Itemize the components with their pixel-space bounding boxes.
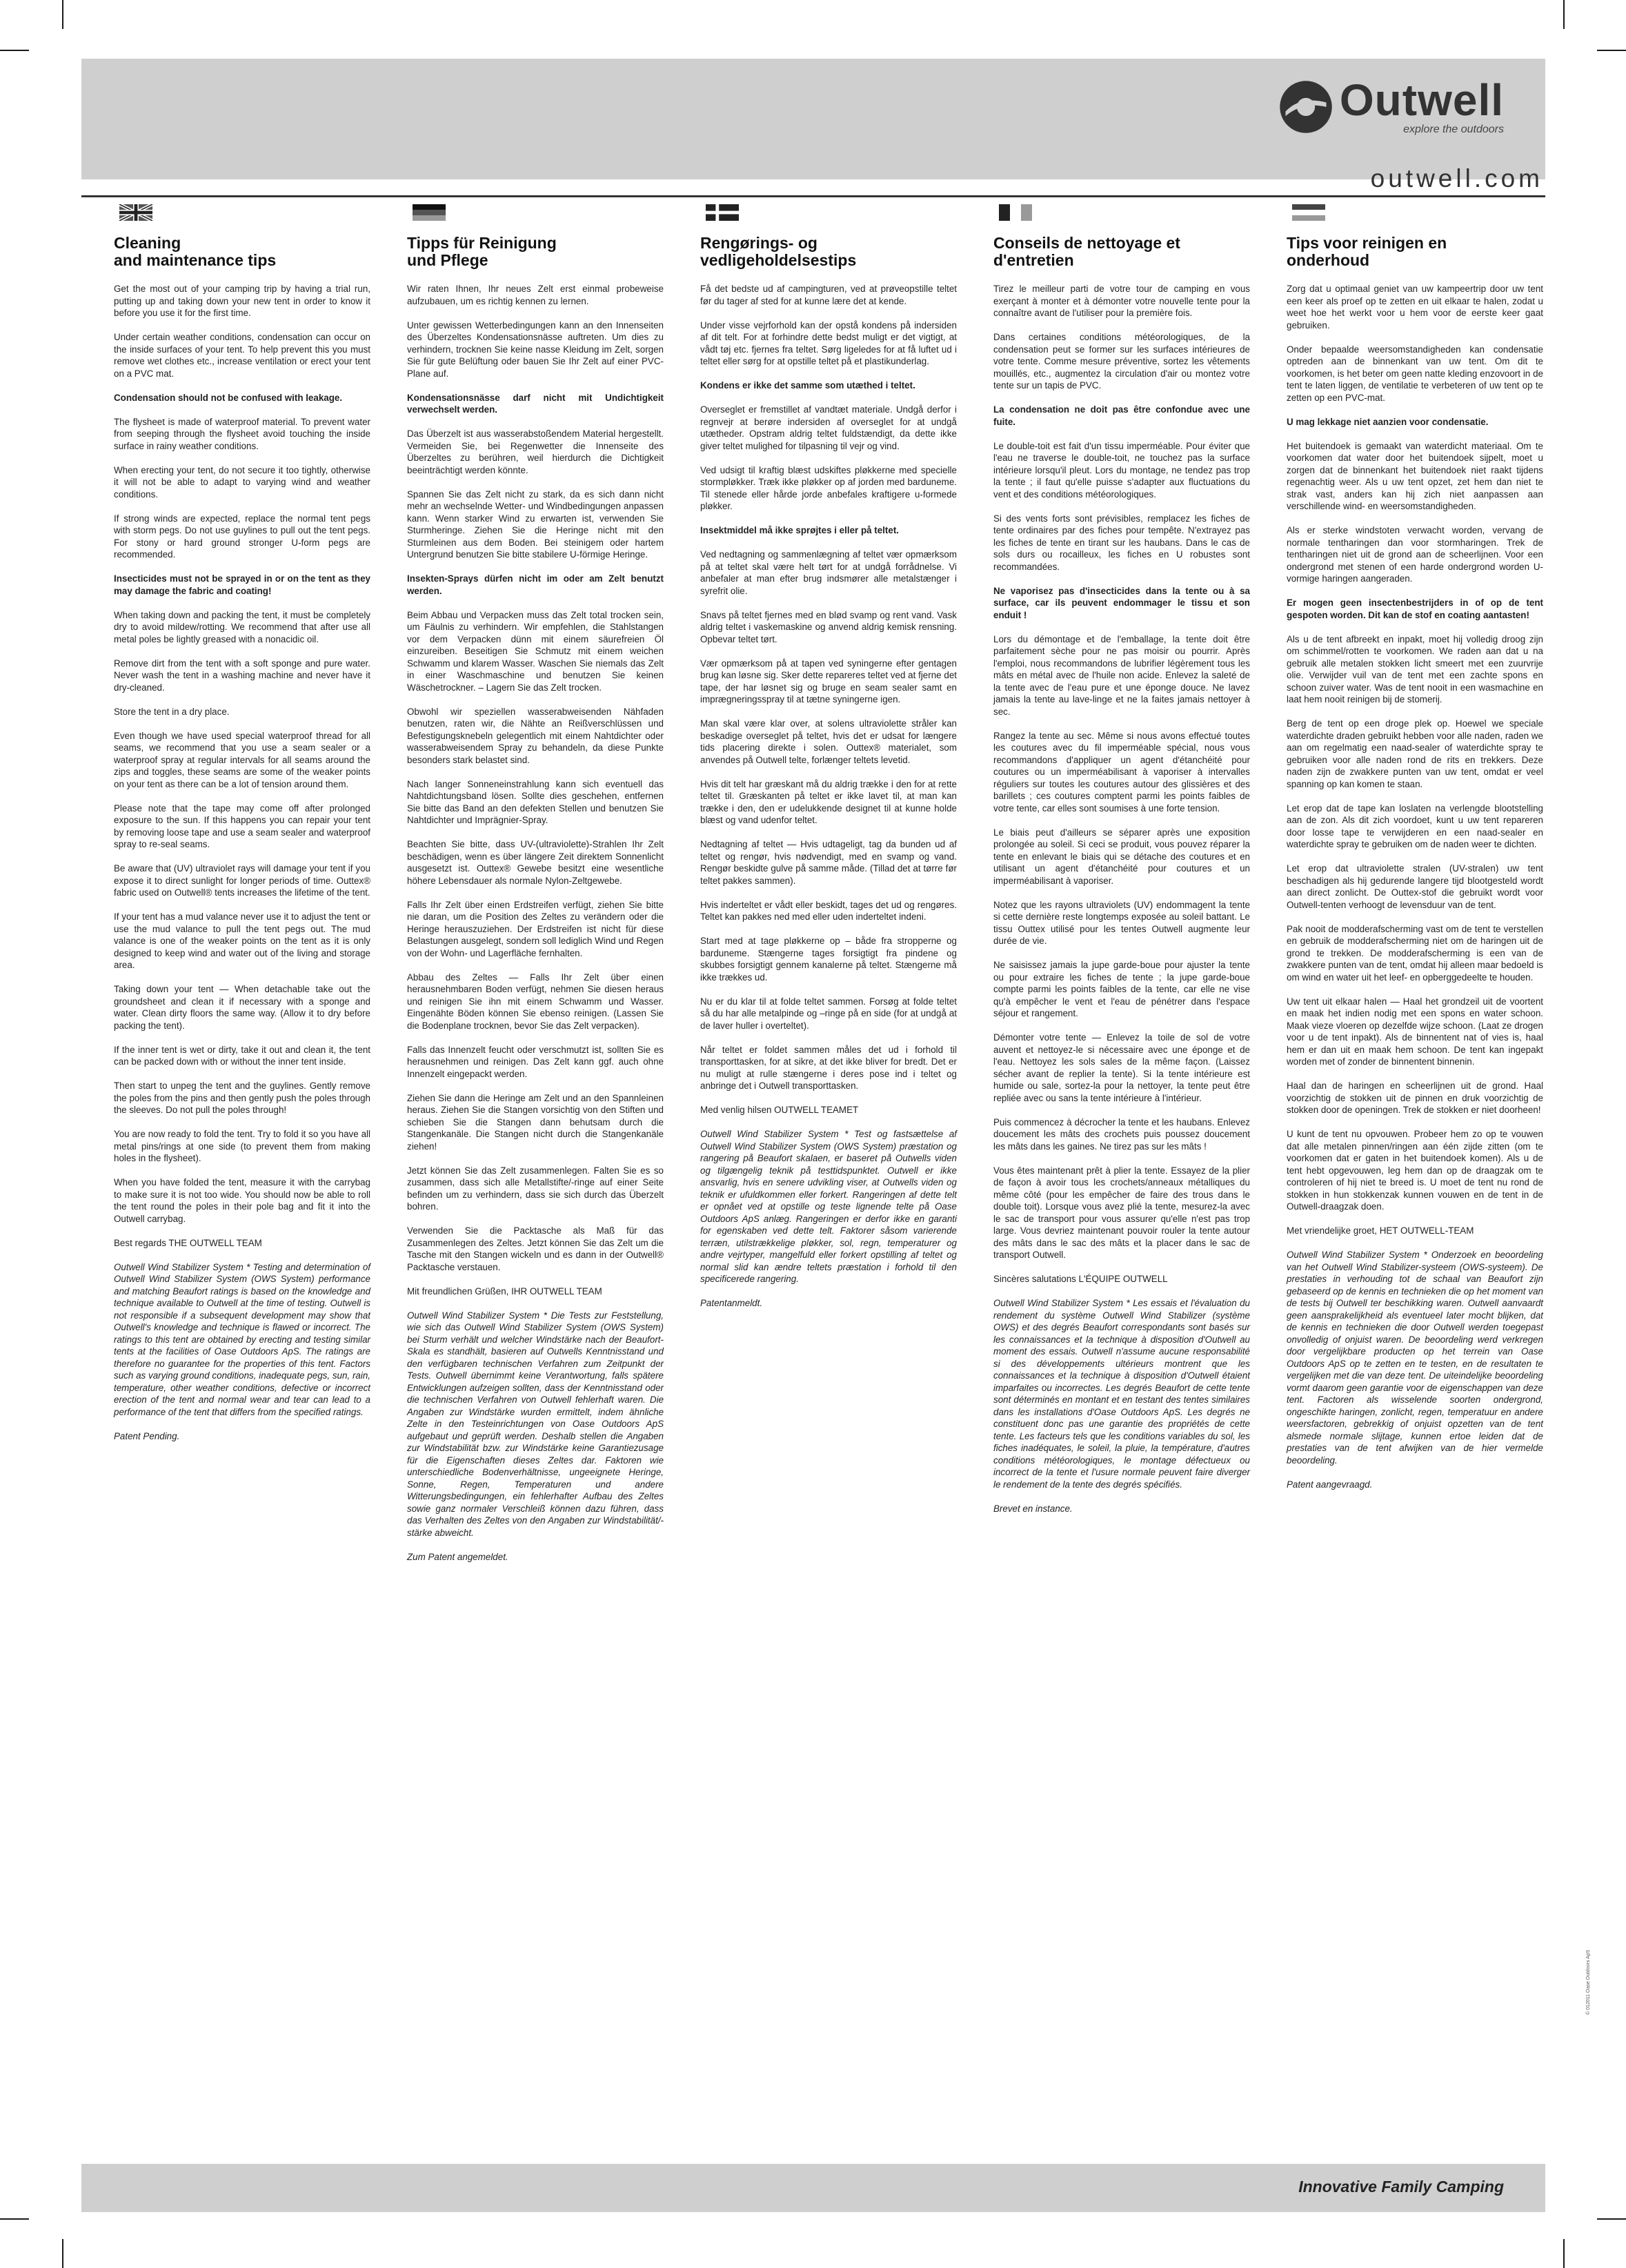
body-paragraph: Let erop dat ultraviolette stralen (UV-stralen) uw tent beschadigen als hij gedurende langere tijd blootgesteld wordt aan direct zonlicht. De Outtex-stof die gebruikt wordt voor Outwell-tenten verhoogt de levensduur van de tent. <box>1287 863 1543 910</box>
body-paragraph: Når teltet er foldet sammen måles det ud i forhold til transporttasken, for at sikre, at det ikke bliver for bredt. Det er nu muligt at rulle stængerne i deres pose ind i teltet og anbringe det i Outwell transporttasken. <box>700 1044 957 1091</box>
crop-mark-bottom-left-h <box>0 2218 29 2220</box>
body-paragraph: Verwenden Sie die Packtasche als Maß für das Zusammenlegen des Zeltes. Jetzt können Sie das Zelt um die Tasche mit den Stangen wickeln und es dann in der Outwell® Packtasche verstauen. <box>407 1225 664 1272</box>
body-paragraph: If the inner tent is wet or dirty, take it out and clean it, the tent can be packed down with or without the inner tent inside. <box>114 1044 370 1067</box>
disclaimer-paragraph: Brevet en instance. <box>993 1503 1073 1514</box>
body-paragraph: Falls Ihr Zelt über einen Erdstreifen verfügt, ziehen Sie bitte nie daran, um die Position des Zeltes zu verändern oder die Heringe herauszuziehen. Der Erdstreifen ist nicht für diese Belastungen ausgelegt, sondern soll lediglich Wind und Regen von der Wohn- und Lagerfläche fernhalten. <box>407 899 664 958</box>
body-paragraph: Snavs på teltet fjernes med en blød svamp og rent vand. Vask aldrig teltet i vaskemaskine og anvend aldrig kemisk rensning. Opbevar teltet tørt. <box>700 609 957 644</box>
website-url: outwell.com <box>1370 164 1543 193</box>
disclaimer-paragraph: Patent Pending. <box>114 1430 180 1441</box>
body-paragraph: Falls das Innenzelt feucht oder verschmutzt ist, sollten Sie es herausnehmen und reinigen. Das Zelt kann ggf. auch ohne Innenzelt eingepackt werden. <box>407 1044 664 1079</box>
section-title <box>993 235 1250 269</box>
body-paragraph: Beim Abbau und Verpacken muss das Zelt total trocken sein, um Fäulnis zu verhindern. Wir empfehlen, die Stahlstangen vor dem Verpacken dünn mit einem säurefreien Öl einzureiben. Beseitigen Sie Schmutz mit einem weichen Schwamm und klarem Wasser. Waschen Sie niemals das Zelt in einer Waschmaschine und benutzen Sie keinen Wäschetrockner. – Lagern Sie das Zelt trocken. <box>407 609 664 693</box>
german-flag-icon <box>407 204 451 221</box>
footer-band <box>81 2164 1545 2212</box>
body-paragraph: Onder bepaalde weersomstandigheden kan condensatie optreden aan de binnenkant van uw tent. Om dit te voorkomen, is het beter om geen natte kleding enzovoort in de tent te laten liggen, de ventilatie te verbeteren of uw tent op te zetten op een PVC-mat. <box>1287 344 1543 403</box>
body-paragraph: Met vriendelijke groet, HET OUTWELL-TEAM <box>1287 1225 1474 1236</box>
body-paragraph: Taking down your tent — When detachable take out the groundsheet and clean it if necessary with a sponge and water. Clean dirty floors the same way. (Allow it to dry before packing the tent). <box>114 984 370 1031</box>
column-french <box>993 204 1250 1527</box>
crop-mark-top-left-h <box>0 50 29 51</box>
crop-mark-top-right-h <box>1597 50 1626 51</box>
brand-tagline: explore the outdoors <box>1403 124 1504 135</box>
warning-paragraph: Er mogen geen insectenbestrijders in of op de tent gespoten worden. Dit kan de stof en coating aantasten! <box>1287 598 1543 620</box>
body-paragraph: Ved udsigt til kraftig blæst udskiftes pløkkerne med specielle stormpløkker. Træk ikke pløkker op af jorden med barduneme. Til stenede eller hårde jorde anbefales kraftigere u-formede pløkker. <box>700 464 957 511</box>
crop-mark-top-right <box>1563 0 1565 29</box>
body-paragraph: Obwohl wir speziellen wasserabweisenden Nähfaden benutzen, raten wir, die Nähte an Reißverschlüssen und Befestigungsknebeln gelegentlich mit einem Nahtdichter oder wasserabweisendem Spray zu behandeln, da diese Punkte besonders stark belastet sind. <box>407 706 664 765</box>
column-danish <box>700 204 957 1321</box>
body-paragraph: Nu er du klar til at folde teltet sammen. Forsøg at folde teltet så du har alle metalpinde og –ringe på en side (for at undgå at de laver huller i overteltet). <box>700 996 957 1031</box>
section-title-line: und Pflege <box>407 251 488 269</box>
body-paragraph: Mit freundlichen Grüßen, IHR OUTWELL TEAM <box>407 1285 602 1296</box>
slogan: Innovative Family Camping <box>1298 2178 1504 2196</box>
section-title <box>700 235 957 269</box>
section-title-line: Cleaning <box>114 234 181 252</box>
disclaimer-paragraph: Zum Patent angemeldet. <box>407 1551 508 1562</box>
body-paragraph: Uw tent uit elkaar halen — Haal het grondzeil uit de voortent en maak het indien nodig met een spons en water schoon. Maak vieze vloeren op dezelfde wijze schoon. (Laat ze drogen voor u de tent inpakt). Als de binnentent nat of vies is, haal hem er dan uit en maak hem schoon. De tent kan ingepakt worden met of zonder de binnentent binnenin. <box>1287 996 1543 1067</box>
crop-mark-bottom-right <box>1563 2239 1565 2268</box>
section-title-line: and maintenance tips <box>114 251 277 269</box>
body-paragraph: Let erop dat de tape kan loslaten na verlengde blootstelling aan de zon. Als dit zich voordoet, kunt u uw tent repareren door losse tape te verwijderen en een naad-sealer en waterdichte spray te gebruiken om de naden weer te dichten. <box>1287 802 1543 849</box>
body-paragraph: When you have folded the tent, measure it with the carrybag to make sure it is not too wide. You should now be able to roll the tent round the poles in their pole bag and fit it into the Outwell carrybag. <box>114 1177 370 1224</box>
body-paragraph: Pak nooit de modderafscherming vast om de tent te verstellen en gebruik de modderafscherming niet om de haringen uit de grond te trekken. De modderafscherming is een van de zwakkere punten van de tent, omdat hij alleen maar bedoeld is om wind en water uit het leef- en opberggedeelte te houden. <box>1287 923 1543 983</box>
body-paragraph: Zorg dat u optimaal geniet van uw kampeertrip door uw tent een keer als proef op te zetten en uit elkaar te halen, zodat u weet hoe het werkt voor u hem voor de eerste keer gaat gebruiken. <box>1287 284 1543 331</box>
body-paragraph: Beachten Sie bitte, dass UV-(ultraviolette)-Strahlen Ihr Zelt beschädigen, wenn es über längere Zeit direktem Sonnenlicht ausgesetzt ist. Outtex® Gewebe besitzt eine wesentliche höhere Lebensdauer als normale Nylon-Zeltgewebe. <box>407 839 664 886</box>
body-paragraph: Hvis inderteltet er vådt eller beskidt, tages det ud og rengøres. Teltet kan pakkes ned med eller uden inderteltet indeni. <box>700 899 957 922</box>
outwell-logo-icon <box>1278 79 1334 135</box>
body-paragraph: Haal dan de haringen en scheerlijnen uit de grond. Haal voorzichtig de stokken uit de pinnen en druk voorzichtig de stokken door de openingen. Trek de stokken er niet doorheen! <box>1287 1081 1543 1115</box>
body-paragraph: Lors du démontage et de l'emballage, la tente doit être parfaitement sèche pour ne pas moisir ou pourrir. Après l'emploi, nous recommandons de lubrifier légèrement tous les mâts en métal avec de l'huile non acide. Enlevez la saleté de la tente avec de l'eau pure et une éponge douce. Ne lavez jamais la tente au lave-linge et ne la faites jamais nettoyer à sec. <box>993 633 1250 717</box>
body-paragraph: U kunt de tent nu opvouwen. Probeer hem zo op te vouwen dat alle metalen pinnen/ringen aan één zijde zitten (om te voorkomen dat er gaten in het buitendoek komen). Als u de tent hebt opgevouwen, leg hem dan op de draagzak om te controleren of hij niet te breed is. U moet de tent nu rond de stokken in hun stokkenzak kunnen vouwen en de tent in de Outwell-draagzak doen. <box>1287 1129 1543 1212</box>
body-paragraph: Be aware that (UV) ultraviolet rays will damage your tent if you expose it to direct sunlight for longer periods of time. Outtex® fabric used on Outwell® tents increases the lifetime of the tent. <box>114 863 370 898</box>
body-paragraph: Best regards THE OUTWELL TEAM <box>114 1237 262 1248</box>
warning-paragraph: Ne vaporisez pas d'insecticides dans la tente ou à sa surface, car ils peuvent endommager le tissu et son enduit ! <box>993 585 1250 620</box>
body-paragraph: Spannen Sie das Zelt nicht zu stark, da es sich dann nicht mehr an wechselnde Wetter- und Windbedingungen anpassen kann. Wenn starker Wind zu erwarten ist, verwenden Sie Sturmheringe. Ziehen Sie die Heringe nicht mit den Sturmleinen aus dem Boden. Bei steinigem oder hartem Untergrund benutzen Sie bitte stabilere U-förmige Heringe. <box>407 489 664 560</box>
body-paragraph: Ved nedtagning og sammenlægning af teltet vær opmærksom på at teltet skal være helt tørt for at undgå forrådnelse. Vi anbefaler at man efter brug indsmører alle metalstænger i syrefrit olie. <box>700 549 957 596</box>
body-paragraph: Man skal være klar over, at solens ultraviolette stråler kan beskadige overseglet på teltet, hvis det er udsat for længere tids placering direkte i solen. Outtex® materialet, som anvendes på Outwell telte, forlænger teltets levetid. <box>700 718 957 765</box>
disclaimer-paragraph: Outwell Wind Stabilizer System * Die Tests zur Feststellung, wie sich das Outwell Wind Stabilizer System (OWS System) bei Sturm verhält und welcher Windstärke nach der Beaufort-Skala es standhält, basieren auf Outwells Kenntnisstand und den verfügbaren technischen Verfahren zum Zeitpunkt der Tests. Outwell übernimmt keine Verantwortung, falls spätere Entwicklungen aufzeigen sollten, dass der Kenntnisstand oder die technischen Verfahren von Outwell fehlerhaft waren. Die Angaben zur Windstärke wurden ermittelt, indem ähnliche Zelte in den Testeinrichtungen von Oase Outdoors ApS aufgebaut und geprüft werden. Deshalb stellen die Angaben zur Windstabilität bzw. zur Windstärke keine Garantiezusage für die Eigenschaften dieses Zeltes dar. Faktoren wie unterschiedliche Bodenverhältnisse, ungeeignete Heringe, Sonne, Regen, Temperaturen und andere Witterungsbedingungen, ein fehlerhafter Aufbau des Zeltes sowie ganz normaler Verschleiß können dazu führen, dass das Verhalten des Zeltes von den Angaben zur Windstabilität/-stärke abweicht. <box>407 1310 664 1538</box>
body-paragraph: Store the tent in a dry place. <box>114 706 230 717</box>
crop-mark-bottom-left <box>62 2239 63 2268</box>
body-paragraph: Si des vents forts sont prévisibles, remplacez les fiches de tente ordinaires par des fiches pour tempête. N'extrayez pas les fiches de tente en tirant sur les haubans. Dans le cas de sols durs ou rocailleux, les fiches en U robustes sont recommandées. <box>993 513 1250 572</box>
warning-paragraph: Insektmiddel må ikke sprøjtes i eller på teltet. <box>700 525 900 535</box>
body-paragraph: Berg de tent op een droge plek op. Hoewel we speciale waterdichte draden gebruikt hebben voor alle naden, raden we aan om regelmatig een naad-sealer of waterdichte spray te gebruiken voor alle naden rond de rits en trekkers. Deze naden zijn de zwakkere punten van uw tent, omdat er veel spanning op kan komen te staan. <box>1287 718 1543 789</box>
body-paragraph: Sincères salutations L'ÉQUIPE OUTWELL <box>993 1274 1168 1284</box>
section-title-line: d'entretien <box>993 251 1074 269</box>
body-paragraph: Abbau des Zeltes — Falls Ihr Zelt über einen herausnehmbaren Boden verfügt, nehmen Sie diesen heraus und reinigen Sie ihn mit einem Schwamm und Wasser. Eingenähte Böden können Sie ebenso reinigen. (Lassen Sie die Bodenplane trocknen, bevor Sie das Zelt verpacken). <box>407 972 664 1031</box>
body-paragraph: Als u de tent afbreekt en inpakt, moet hij volledig droog zijn om schimmel/rotten te voorkomen. We raden aan dat u na gebruik alle metalen stokken licht smeert met een zuurvrije olie. Verwijder vuil van de tent met een zachte spons en schoon zuiver water. Was de tent nooit in een wasmachine en laat hem nooit reinigen bij de stomerij. <box>1287 633 1543 704</box>
disclaimer-paragraph: Outwell Wind Stabilizer System * Les essais et l'évaluation du rendement du système Outwell Wind Stabilizer (système OWS) et des degrés Beaufort correspondants sont basés sur les connaissances et la technique à disposition d'Outwell au moment des essais. Outwell n'assume aucune responsabilité si des développements ultérieurs montrent que les connaissances et la technique à disposition d'Outwell étaient imparfaites ou incorrectes. Les degrés Beaufort de cette tente sont déterminés en montant et en testant des tentes similaires dans les installations d'Oase Outdoors ApS. Les degrés ne constituent donc pas une garantie des propriétés de cette tente. Les facteurs tels que les conditions variables du sol, les fiches inadéquates, le soleil, la pluie, la température, d'autres conditions météorologiques, le montage défectueux ou incorrect de la tente et l'usure normale peuvent faire diverger le rendement de la tente des degrés spécifiés. <box>993 1298 1250 1490</box>
column-dutch <box>1287 204 1543 1503</box>
disclaimer-paragraph: Outwell Wind Stabilizer System * Testing and determination of Outwell Wind Stabilizer System (OWS System) performance and matching Beaufort ratings is based on the knowledge and technique available to Outwell at the time of testing. Outwell is not responsible if a subsequent development may show that Outwell's knowledge and technique is flawed or incorrect. The ratings to this tent are obtained by erecting and testing similar tents at the facilities of Oase Outdoors ApS. The ratings are therefore no guarantee for the properties of this tent. Factors such as varying ground conditions, inadequate pegs, sun, rain, temperature, other weather conditions, defective or incorrect erection of the tent and normal wear and tear can lead to a performance of the tent that differs from the specified ratings. <box>114 1261 370 1417</box>
body-paragraph: If strong winds are expected, replace the normal tent pegs with storm pegs. Do not use guylines to pull out the tent pegs. For stony or hard ground stronger U-form pegs are recommended. <box>114 513 370 560</box>
body-paragraph: Then start to unpeg the tent and the guylines. Gently remove the poles from the pins and then gently push the poles through the sleeves. Do not pull the poles through! <box>114 1081 370 1115</box>
body-paragraph: If your tent has a mud valance never use it to adjust the tent or use the mud valance to pull the tent pegs out. The mud valance is one of the weaker points on the tent as it is only designed to keep wind and water out of the living and storage area. <box>114 911 370 970</box>
section-title-line: Conseils de nettoyage et <box>993 234 1180 252</box>
body-paragraph: Get the most out of your camping trip by having a trial run, putting up and taking down your new tent in order to know it before you use it for the first time. <box>114 284 370 318</box>
body-paragraph: Vous êtes maintenant prêt à plier la tente. Essayez de la plier de façon à avoir tous les crochets/anneaux métalliques du même côté (pour les empêcher de faire des trous dans le double toit). Lorsque vous avez plié la tente, mesurez-la avec le sac de transport pour vous assurer qu'elle n'est pas trop large. Vous devriez maintenant pouvoir rouler la tente autour des mâts dans le sac des mâts et la placer dans le sac de transport Outwell. <box>993 1165 1250 1260</box>
instruction-columns <box>114 204 1557 2136</box>
section-title <box>1287 235 1543 269</box>
french-flag-icon <box>993 204 1038 221</box>
body-paragraph: Please note that the tape may come off after prolonged exposure to the sun. If this happens you can repair your tent by removing loose tape and use a seam sealer and waterproof spray to re-seal seams. <box>114 802 370 849</box>
warning-paragraph: Insecticides must not be sprayed in or on the tent as they may damage the fabric and coating! <box>114 573 370 596</box>
body-paragraph: When taking down and packing the tent, it must be completely dry to avoid mildew/rotting. We recommend that after use all metal poles be lightly greased with a nonacidic oil. <box>114 609 370 644</box>
warning-paragraph: Kondensationsnässe darf nicht mit Undichtigkeit verwechselt werden. <box>407 392 664 415</box>
body-paragraph: Wir raten Ihnen, Ihr neues Zelt erst einmal probeweise aufzubauen, um es richtig kennen zu lernen. <box>407 284 664 306</box>
disclaimer-paragraph: Patent aangevraagd. <box>1287 1479 1373 1490</box>
body-paragraph: Das Überzelt ist aus wasserabstoßendem Material hergestellt. Vermeiden Sie, bei Regenwetter die Innenseite des Überzeltes zu berühren, weil hierdurch die Dichtigkeit beeinträchtigt werden könnte. <box>407 428 664 475</box>
column-english <box>114 204 370 1455</box>
danish-flag-icon <box>700 204 744 221</box>
body-paragraph: Overseglet er fremstillet af vandtæt materiale. Undgå derfor i regnvejr at berøre indersiden af overseglet for at undgå utætheder. Opstram aldrig teltet fuldstændigt, da dette ikke giver teltet mulighed for tilpasning til vejr og vind. <box>700 404 957 451</box>
uk-flag-icon <box>114 204 158 221</box>
header-divider <box>81 195 1545 197</box>
section-title-line: Tips voor reinigen en <box>1287 234 1447 252</box>
disclaimer-paragraph: Outwell Wind Stabilizer System * Test og fastsættelse af Outwell Wind Stabilizer System (OWS System) præstation og rangering på Beaufort skalaen, er baseret på Outwells viden og tilgængelig teknik på testtidspunktet. Outwell er ikke ansvarlig, hvis en senere udvikling viser, at Outwells viden og teknik er ufuldkommen eller forkert. Rangeringen af dette telt er opnået ved at opstille og teste lignende telte på Oase Outdoors ApS anlæg. Rangeringen er derfor ikke en garanti for egenskaben ved dette telt. Faktorer såsom varierende terræn, utilstrækkelige pløkker, sol, regn, temperaturer og andre vejrtyper, mangelfuld eller forkert opstilling af teltet og normal slid kan ændre teltets præstation i forhold til den specificerede rangering. <box>700 1129 957 1284</box>
body-paragraph: Unter gewissen Wetterbedingungen kann an den Innenseiten des Überzeltes Kondensationsnässe auftreten. Um dies zu verhindern, trocknen Sie keine nasse Kleidung im Zelt, sorgen Sie für gute Belüftung oder bauen Sie Ihr Zelt auf einer PVC-Plane auf. <box>407 319 664 379</box>
body-paragraph: Notez que les rayons ultraviolets (UV) endommagent la tente si cette dernière reste longtemps exposée au soleil battant. Le tissu Outtex utilisé pour les tentes Outwell augmente leur durée de vie. <box>993 899 1250 946</box>
outwell-logo <box>1278 75 1504 136</box>
section-title <box>114 235 370 269</box>
body-paragraph: The flysheet is made of waterproof material. To prevent water from seeping through the flysheet avoid touching the inside surface in rainy weather conditions. <box>114 416 370 451</box>
body-paragraph: Rangez la tente au sec. Même si nous avons effectué toutes les coutures avec du fil imperméable spécial, nous vous recommandons d'appliquer un agent d'étanchéité pour coutures ou un imperméabilisant à vaporiser à intervalles réguliers sur toutes les coutures autour des glissières et des barillets ; ces coutures comptent parmi les points faibles de votre tente, car elles sont soumises à une forte tension. <box>993 730 1250 813</box>
body-paragraph: Ziehen Sie dann die Heringe am Zelt und an den Spannleinen heraus. Ziehen Sie die Stangen vorsichtig von den Stiften und schieben Sie die Stangen dann behutsam durch die Stangenkanäle. Die Stangen nicht durch die Stangenkanäle ziehen! <box>407 1092 664 1152</box>
body-paragraph: Vær opmærksom på at tapen ved syningerne efter gentagen brug kan løsne sig. Sker dette repareres teltet ved at fjerne det tape, der har løsnet sig og bruge en seam sealer samt en imprægneringsspray til at tætne syningerne igen. <box>700 658 957 704</box>
body-paragraph: Als er sterke windstoten verwacht worden, vervang de normale tentharingen dan voor stormharingen. Trek de tentharingen niet uit de grond aan de scheerlijnen. Voor een ondergrond met stenen of een harde ondergrond worden U-vormige haringen aangeraden. <box>1287 525 1543 584</box>
disclaimer-paragraph: Patentanmeldt. <box>700 1298 763 1308</box>
warning-paragraph: Condensation should not be confused with leakage. <box>114 392 343 403</box>
section-title-line: Tipps für Reinigung <box>407 234 557 252</box>
body-paragraph: Start med at tage pløkkerne op – både fra stropperne og barduneme. Stængerne tages forsigtigt fra pindene og skubbes forsigtigt gennem kanalerne på teltet. Stængerne må ikke trækkes ud. <box>700 936 957 983</box>
body-paragraph: When erecting your tent, do not secure it too tightly, otherwise it will not be able to adapt to varying wind and weather conditions. <box>114 464 370 500</box>
warning-paragraph: Insekten-Sprays dürfen nicht im oder am Zelt benutzt werden. <box>407 573 664 596</box>
body-paragraph: Jetzt können Sie das Zelt zusammenlegen. Falten Sie es so zusammen, dass sich alle Metallstifte/-ringe auf einer Seite befinden um zu verhindern, dass sie sich durch das Überzelt bohren. <box>407 1165 664 1212</box>
body-paragraph: Tirez le meilleur parti de votre tour de camping en vous exerçant à monter et à démonter votre nouvelle tente pour la connaître avant de l'utiliser pour la première fois. <box>993 284 1250 318</box>
crop-mark-top-left <box>62 0 63 29</box>
section-title-line: Rengørings- og <box>700 234 817 252</box>
body-paragraph: Hvis dit telt har græskant må du aldrig trække i den for at rette teltet til. Græskanten på teltet er ikke lavet til, at man kan trække i den, den er udelukkende designet til at kunne holde blæst og vand udenfor teltet. <box>700 778 957 825</box>
body-paragraph: Puis commencez à décrocher la tente et les haubans. Enlevez doucement les mâts des crochets puis poussez doucement les mâts dans les gaines. Ne tirez pas sur les mâts ! <box>993 1116 1250 1152</box>
column-german <box>407 204 664 1575</box>
body-paragraph: Under certain weather conditions, condensation can occur on the inside surfaces of your tent. To help prevent this you must remove wet clothes etc., increase ventilation or erect your tent on a PVC mat. <box>114 332 370 379</box>
section-title-line: vedligeholdelsestips <box>700 251 857 269</box>
section-title-line: onderhoud <box>1287 251 1370 269</box>
body-paragraph: Nach langer Sonneneinstrahlung kann sich eventuell das Nahtdichtungsband lösen. Sollte dies geschehen, entfernen Sie bitte das Band an den defekten Stellen und benutzen Sie Nahtdichter und Imprägnier-Spray. <box>407 778 664 825</box>
body-paragraph: Démonter votre tente — Enlevez la toile de sol de votre auvent et nettoyez-le si nécessaire avec une éponge et de l'eau. Nettoyez les sols sales de la même façon. (Laissez sécher avant de replier la tente). Si la tente intérieure est humide ou sale, sortez-la pour la nettoyer, la tente peut être repliée avec ou sans la tente intérieure à l'intérieur. <box>993 1032 1250 1103</box>
body-paragraph: Het buitendoek is gemaakt van waterdicht materiaal. Om te voorkomen dat water door het buitendoek sijpelt, moet u zorgen dat de binnenkant het buitendoek niet raakt tijdens regenachtig weer. Als u uw tent opzet, zet hem dan niet te strak vast, anders kan hij zich niet aanpassen aan verschillende wind- en weersomstandigheden. <box>1287 440 1543 511</box>
disclaimer-paragraph: Outwell Wind Stabilizer System * Onderzoek en beoordeling van het Outwell Wind Stabilizer-systeem (OWS-systeem). De prestaties in verhouding tot de schaal van Beaufort zijn gebaseerd op de kennis en technieken die op het moment van de tests bij Outwell ter beschikking waren. Outwell aanvaardt geen aansprakelijkheid als eventueel later mocht blijken, dat de kennis en technieken die door Outwell werden toegepast onvolledig of onjuist waren. De beoordeling werd verkregen door vergelijkbare producten op het terrein van Oase Outdoors ApS op te zetten en te testen, en de resultaten te vergelijken met die van deze tent. De uiteindelijke beoordeling vormt daarom geen garantie voor de eigenschappen van deze tent. Factoren als wisselende soorten ondergrond, ongeschikte haringen, zonlicht, regen, temperatuur en andere weersfactoren, gebrekkig of onjuist opzetten van de tent alsmede normale slijtage, kunnen ertoe leiden dat de prestaties van de tent afwijken van de hier vermelde beoordeling. <box>1287 1250 1543 1466</box>
body-paragraph: Nedtagning af teltet — Hvis udtageligt, tag da bunden ud af teltet og rengør, hvis nødvendigt, med en svamp og vand. Rengør beskidte gulve på samme måde. (Tillad det at tørre før teltet pakkes sammen). <box>700 839 957 886</box>
body-paragraph: Le biais peut d'ailleurs se séparer après une exposition prolongée au soleil. Si ceci se produit, vous pouvez réparer la tente en enlevant le biais qui se détache des coutures et en utilisant un agent d'étanchéité pour coutures et un imperméabilisant à vaporiser. <box>993 827 1250 886</box>
section-title <box>407 235 664 269</box>
header-band <box>81 59 1545 179</box>
body-paragraph: Ne saisissez jamais la jupe garde-boue pour ajuster la tente ou pour extraire les fiches de tente ; la jupe garde-boue compte parmi les points faibles de la tente, car elle ne vise qu'à empêcher le vent et l'eau de pénétrer dans l'espace séjour et rangement. <box>993 960 1250 1018</box>
body-paragraph: Under visse vejrforhold kan der opstå kondens på indersiden af dit telt. For at forhindre dette bedst muligt er det vigtigt, at vådt tøj etc. fjernes fra teltet. Sørg ligeledes for at få luftet ud i teltet eller sørg for at opstille teltet på et plastikunderlag. <box>700 319 957 366</box>
body-paragraph: Remove dirt from the tent with a soft sponge and pure water. Never wash the tent in a washing machine and never have it dry-cleaned. <box>114 658 370 693</box>
body-paragraph: Dans certaines conditions météorologiques, de la condensation peut se former sur les surfaces intérieures de votre tente. Comme mesure préventive, sortez les vêtements mouillés, etc., augmentez la circulation d'air ou montez votre tente sur un tapis de PVC. <box>993 332 1250 391</box>
body-paragraph: You are now ready to fold the tent. Try to fold it so you have all metal pins/rings at one side (to prevent them from making holes in the flysheet). <box>114 1129 370 1163</box>
body-paragraph: Med venlig hilsen OUTWELL TEAMET <box>700 1105 859 1115</box>
warning-paragraph: U mag lekkage niet aanzien voor condensatie. <box>1287 416 1489 427</box>
dutch-flag-icon <box>1287 204 1331 221</box>
body-paragraph: Få det bedste ud af campingturen, ved at prøveopstille teltet før du tager af sted for at kunne lære det at kende. <box>700 284 957 306</box>
crop-mark-bottom-right-h <box>1597 2218 1626 2220</box>
body-paragraph: Le double-toit est fait d'un tissu imperméable. Pour éviter que l'eau ne traverse le double-toit, ne touchez pas la surface intérieure lorsqu'il pleut. Lors du montage, ne tendez pas trop la tente ; il faut qu'elle puisse s'adapter aux fluctuations du vent et des conditions météorologiques. <box>993 440 1250 500</box>
warning-paragraph: La condensation ne doit pas être confondue avec une fuite. <box>993 404 1250 427</box>
print-code: © 012011 Oase Outdoors ApS <box>1586 1949 1591 2015</box>
brand-name: Outwell <box>1339 75 1504 125</box>
warning-paragraph: Kondens er ikke det samme som utæthed i teltet. <box>700 380 915 391</box>
body-paragraph: Even though we have used special waterproof thread for all seams, we recommend that you use a seam sealer or a waterproof spray at regular intervals for all seams around the zips and toggles, these seams are some of the weaker points on your tent as there can be a lot of tension around them. <box>114 730 370 789</box>
